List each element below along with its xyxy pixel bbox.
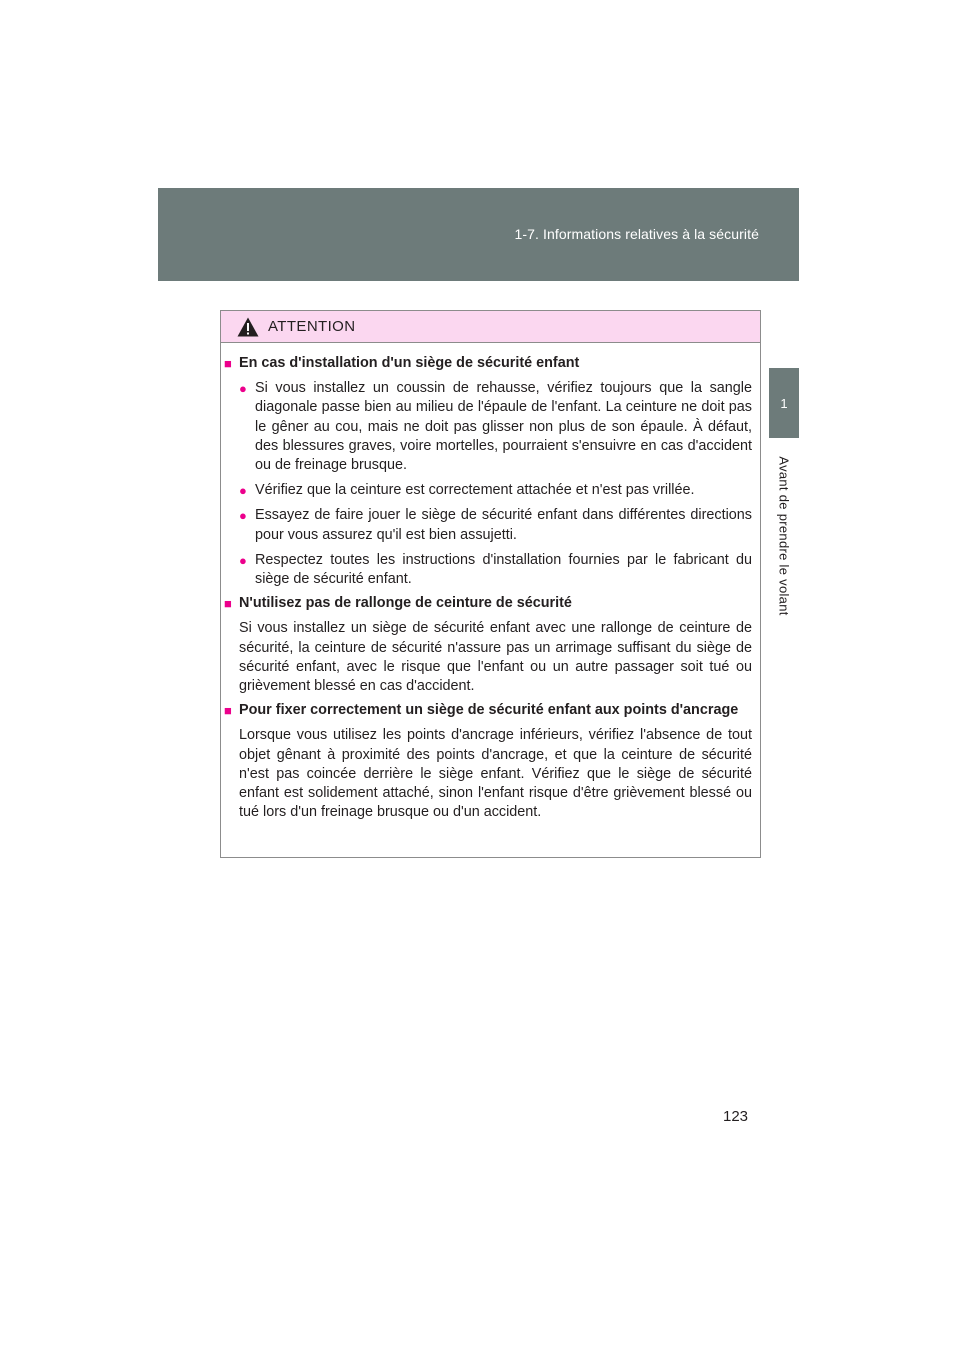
- list-item-text: Vérifiez que la ceinture est correctement attachée et n'est pas vrillée.: [255, 482, 695, 499]
- circle-bullet-icon: ●: [239, 508, 247, 524]
- warning-box: [220, 310, 761, 858]
- section-belt-extender: [224, 594, 752, 613]
- section-paragraph: Lorsque vous utilisez les points d'ancrage inférieurs, vérifiez l'absence de tout objet gênant à proximité des points d'ancrage, et que la ceinture de sécurité n'est pas coincée derrière le siège enfant. Vérifiez que le siège de sécurité enfant est solidement attaché, sinon l'enfant risque d'être grièvement blessé ou tué lors d'un freinage brusque ou d'un accident.: [239, 727, 752, 821]
- list-item-text: Respectez toutes les instructions d'installation fournies par le fabricant du siège de sécurité enfant.: [255, 551, 752, 588]
- section-header-band: [158, 188, 799, 281]
- circle-bullet-icon: ●: [239, 483, 247, 499]
- section-heading: En cas d'installation d'un siège de sécurité enfant: [239, 355, 580, 371]
- circle-bullet-icon: ●: [239, 552, 247, 568]
- page-number: 123: [723, 1108, 749, 1125]
- list-item: [224, 379, 752, 475]
- section-heading: Pour fixer correctement un siège de sécurité enfant aux points d'ancrage: [239, 702, 739, 719]
- list-item: [224, 506, 752, 544]
- square-bullet-icon: ■: [224, 356, 232, 371]
- warning-triangle-icon: [237, 317, 259, 337]
- list-item-text: Si vous installez un coussin de rehausse, vérifiez toujours que la sangle diagonale passe bien au milieu de l'épaule de l'enfant. La ceinture ne doit pas le gêner au cou, mais ne doit pas glisser non plus de son épaule. À défaut, des blessures graves, voire mortelles, pourraient s'ensuivre en cas d'accident ou de freinage brusque.: [255, 380, 752, 474]
- warning-title: ATTENTION: [268, 318, 356, 335]
- section-child-seat-installation: [224, 354, 752, 373]
- section-paragraph: Si vous installez un siège de sécurité enfant avec une rallonge de ceinture de sécurité, la ceinture de sécurité n'assure pas un arrimage suffisant du siège de sécurité enfant, avec le risque que l'enfant ou un autre passager soit tué ou grièvement blessé en cas d'accident.: [239, 620, 752, 695]
- section-title: 1-7. Informations relatives à la sécurité: [514, 226, 759, 242]
- section-anchor-points: [224, 701, 752, 720]
- list-item: [224, 481, 752, 500]
- chapter-label: Avant de prendre le volant: [776, 456, 792, 616]
- square-bullet-icon: ■: [224, 596, 232, 612]
- list-item: [224, 551, 752, 589]
- list-item-text: Essayez de faire jouer le siège de sécurité enfant dans différentes directions pour vous assurez qu'il est bien assujetti.: [255, 507, 752, 543]
- chapter-tab: [769, 368, 799, 438]
- square-bullet-icon: ■: [224, 703, 232, 719]
- circle-bullet-icon: ●: [239, 381, 247, 397]
- warning-header: [221, 311, 760, 343]
- warning-body: [221, 343, 760, 822]
- chapter-number: 1: [780, 395, 788, 411]
- section-heading: N'utilisez pas de rallonge de ceinture de sécurité: [239, 595, 572, 612]
